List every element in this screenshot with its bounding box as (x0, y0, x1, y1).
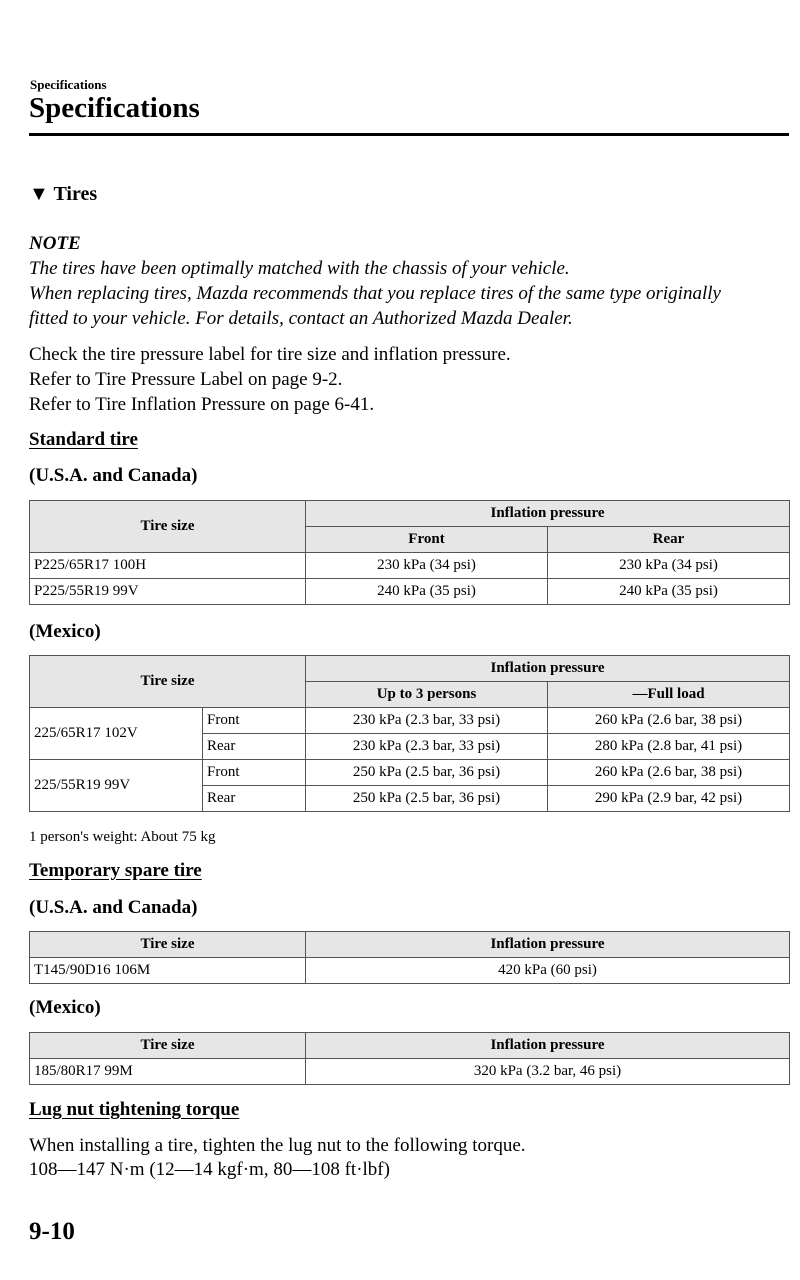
title-rule (29, 133, 789, 136)
col-header-tire-size: Tire size (30, 1033, 306, 1059)
table-row (30, 760, 790, 786)
cell-up3-pressure: 250 kPa (2.5 bar, 36 psi) (306, 786, 548, 812)
region-heading: (U.S.A. and Canada) (29, 897, 198, 918)
table-row (30, 579, 790, 605)
table-row (30, 553, 790, 579)
col-header-full-load: —Full load (548, 682, 790, 708)
intro-line: Check the tire pressure label for tire size and inflation pressure. (29, 344, 511, 365)
cell-pressure: 320 kPa (3.2 bar, 46 psi) (306, 1059, 790, 1085)
region-heading: (Mexico) (29, 621, 101, 642)
page-number: 9-10 (29, 1218, 75, 1245)
cell-position: Front (203, 708, 306, 734)
cell-front-pressure: 240 kPa (35 psi) (306, 579, 548, 605)
section-heading (29, 183, 97, 206)
cell-position: Front (203, 760, 306, 786)
cell-position: Rear (203, 786, 306, 812)
col-header-tire-size: Tire size (30, 932, 306, 958)
table-row (30, 1059, 790, 1085)
lug-nut-line: When installing a tire, tighten the lug nut to the following torque. (29, 1135, 526, 1156)
col-header-inflation-pressure: Inflation pressure (306, 1033, 790, 1059)
region-heading: (U.S.A. and Canada) (29, 465, 198, 486)
intro-line: Refer to Tire Inflation Pressure on page 6-41. (29, 394, 375, 415)
cell-full-pressure: 290 kPa (2.9 bar, 42 psi) (548, 786, 790, 812)
note-line: The tires have been optimally matched with the chassis of your vehicle. (29, 258, 570, 279)
cell-up3-pressure: 250 kPa (2.5 bar, 36 psi) (306, 760, 548, 786)
footnote: 1 person's weight: About 75 kg (29, 829, 216, 845)
cell-full-pressure: 260 kPa (2.6 bar, 38 psi) (548, 760, 790, 786)
cell-pressure: 420 kPa (60 psi) (306, 958, 790, 984)
col-header-front: Front (306, 527, 548, 553)
col-header-inflation-pressure: Inflation pressure (306, 656, 790, 682)
col-header-tire-size: Tire size (30, 501, 306, 553)
running-header: Specifications (30, 77, 107, 92)
cell-tire-size: 225/65R17 102V (30, 708, 203, 760)
spare-tire-heading: Temporary spare tire (29, 860, 202, 881)
cell-tire-size: 225/55R19 99V (30, 760, 203, 812)
col-header-up-to-3-persons: Up to 3 persons (306, 682, 548, 708)
page-title: Specifications (29, 92, 200, 124)
section-title: Tires (53, 183, 98, 205)
standard-mexico-table (29, 655, 790, 812)
col-header-inflation-pressure: Inflation pressure (306, 932, 790, 958)
note-label: NOTE (29, 233, 81, 254)
cell-tire-size: 185/80R17 99M (30, 1059, 306, 1085)
cell-tire-size: T145/90D16 106M (30, 958, 306, 984)
region-heading: (Mexico) (29, 997, 101, 1018)
col-header-inflation-pressure: Inflation pressure (306, 501, 790, 527)
cell-rear-pressure: 240 kPa (35 psi) (548, 579, 790, 605)
col-header-tire-size: Tire size (30, 656, 306, 708)
col-header-rear: Rear (548, 527, 790, 553)
cell-up3-pressure: 230 kPa (2.3 bar, 33 psi) (306, 734, 548, 760)
cell-full-pressure: 260 kPa (2.6 bar, 38 psi) (548, 708, 790, 734)
spare-mexico-table (29, 1032, 790, 1085)
intro-line: Refer to Tire Pressure Label on page 9-2. (29, 369, 343, 390)
note-line: fitted to your vehicle. For details, contact an Authorized Mazda Dealer. (29, 308, 573, 329)
lug-nut-torque: 108—147 N·m (12—14 kgf·m, 80—108 ft·lbf) (29, 1159, 390, 1180)
lug-nut-heading: Lug nut tightening torque (29, 1099, 240, 1120)
standard-tire-heading: Standard tire (29, 429, 138, 450)
table-row (30, 708, 790, 734)
standard-usa-table (29, 500, 790, 605)
cell-front-pressure: 230 kPa (34 psi) (306, 553, 548, 579)
triangle-down-icon: ▼ (29, 183, 49, 205)
table-row (30, 958, 790, 984)
note-line: When replacing tires, Mazda recommends that you replace tires of the same type originally (29, 283, 721, 304)
cell-tire-size: P225/65R17 100H (30, 553, 306, 579)
cell-position: Rear (203, 734, 306, 760)
cell-tire-size: P225/55R19 99V (30, 579, 306, 605)
cell-up3-pressure: 230 kPa (2.3 bar, 33 psi) (306, 708, 548, 734)
cell-full-pressure: 280 kPa (2.8 bar, 41 psi) (548, 734, 790, 760)
spare-usa-table (29, 931, 790, 984)
cell-rear-pressure: 230 kPa (34 psi) (548, 553, 790, 579)
